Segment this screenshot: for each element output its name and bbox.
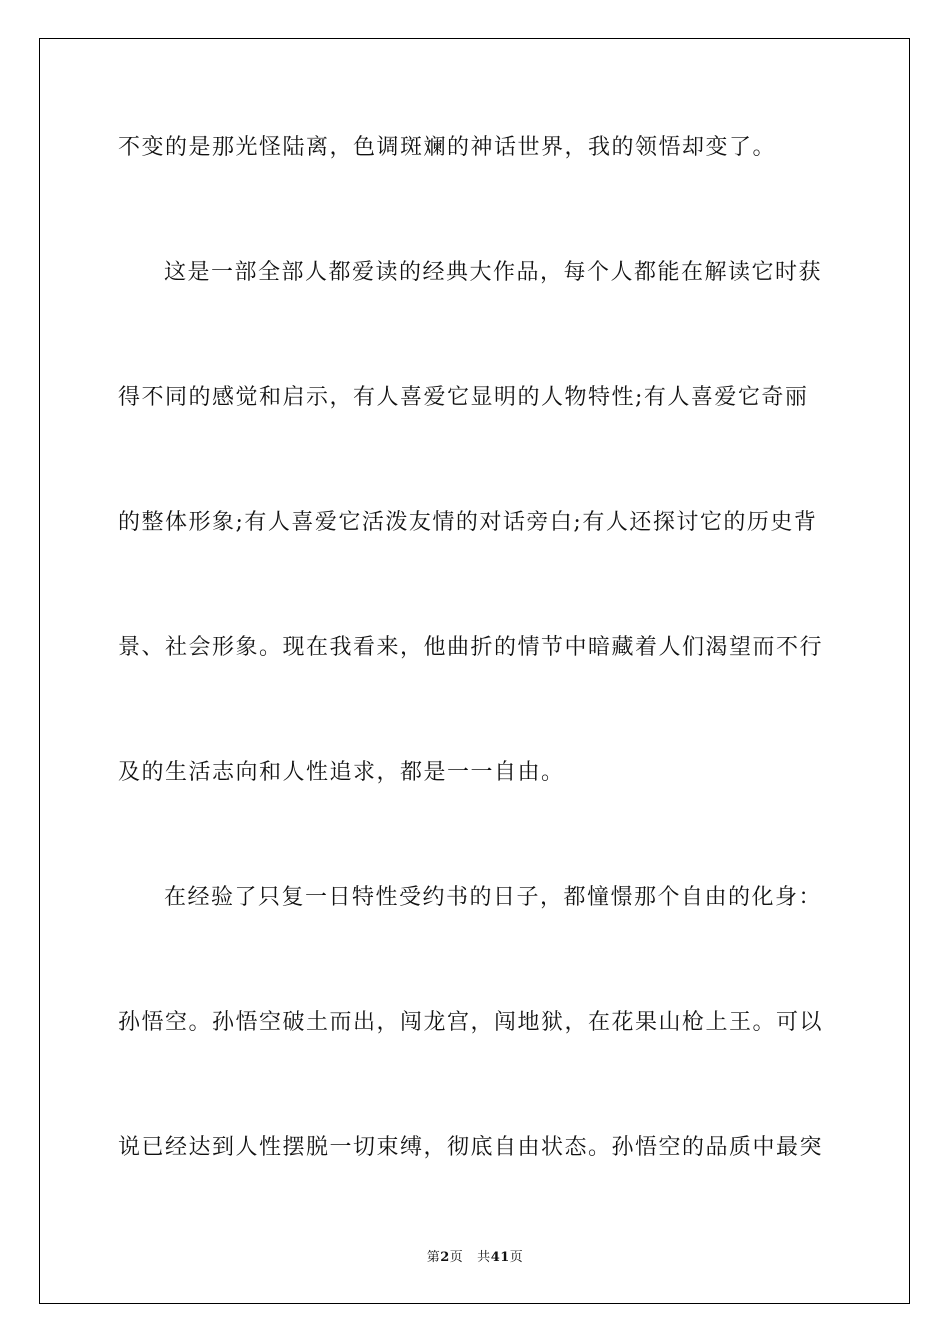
- footer-prefix: 第: [426, 1250, 441, 1265]
- footer-total-suffix: 页: [509, 1250, 524, 1265]
- footer-page-suffix: 页: [449, 1250, 464, 1265]
- text-line-2: 这是一部全部人都爱读的经典大作品，每个人都能在解读它时获: [164, 260, 823, 285]
- page-footer: [0, 1246, 950, 1265]
- text-line-6: 及的生活志向和人性追求，都是一一自由。: [118, 760, 565, 785]
- page-border: [39, 38, 910, 1304]
- current-page-number: 2: [440, 1250, 450, 1265]
- text-line-3: 得不同的感觉和启示，有人喜爱它显明的人物特性;有人喜爱它奇丽: [118, 385, 809, 410]
- text-line-8: 孙悟空。孙悟空破土而出，闯龙宫，闯地狱，在花果山枪上王。可以: [118, 1010, 824, 1035]
- text-line-4: 的整体形象;有人喜爱它活泼友情的对话旁白;有人还探讨它的历史背: [118, 510, 818, 535]
- text-line-9: 说已经达到人性摆脱一切束缚，彻底自由状态。孙悟空的品质中最突: [118, 1135, 824, 1160]
- text-line-7: 在经验了只复一日特性受约书的日子，都憧憬那个自由的化身：: [164, 885, 823, 910]
- footer-total-prefix: 共: [477, 1250, 491, 1265]
- total-page-count: 41: [490, 1250, 510, 1265]
- text-line-5: 景、社会形象。现在我看来，他曲折的情节中暗藏着人们渴望而不行: [118, 635, 824, 660]
- text-line-1: 不变的是那光怪陆离，色调斑斓的神话世界，我的领悟却变了。: [118, 135, 777, 160]
